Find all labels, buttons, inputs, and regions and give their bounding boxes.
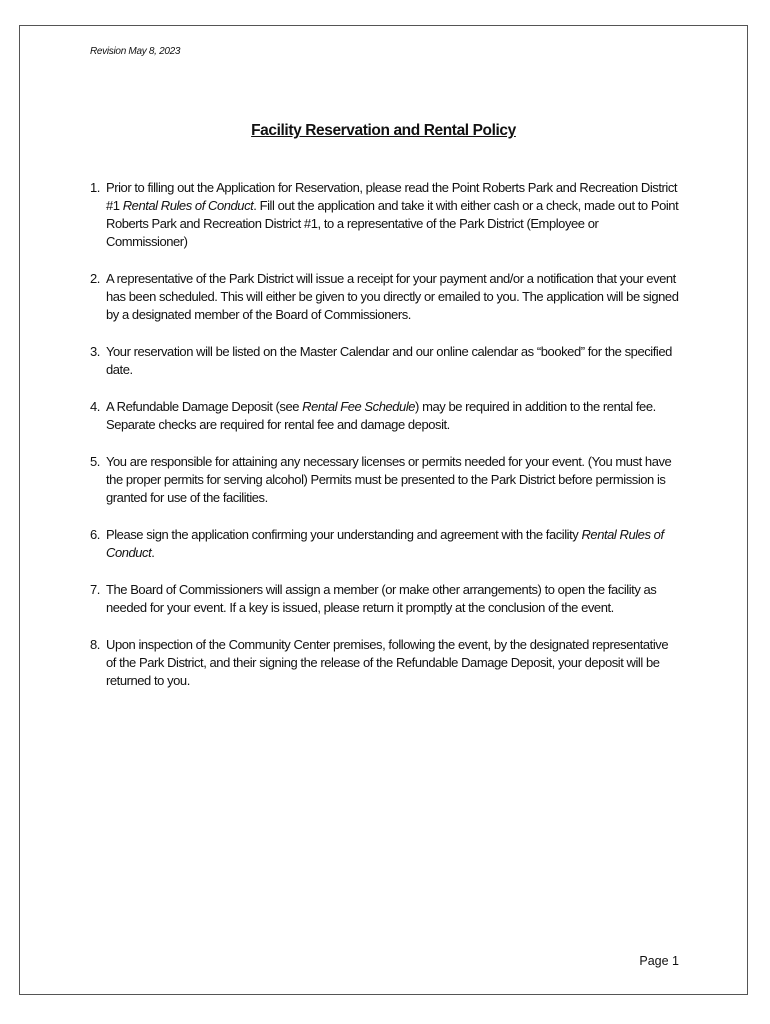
item-number: 4. <box>90 399 100 414</box>
item-text: You are responsible for attaining any necessary licenses or permits needed for your event. (You must have the proper permits for serving alcohol) Permits must be presented to the Park District before permission is granted for use of the facilities. <box>106 454 672 505</box>
page-number: Page 1 <box>639 954 679 968</box>
revision-date: Revision May 8, 2023 <box>90 46 181 57</box>
item-number: 3. <box>90 344 100 359</box>
policy-item <box>90 581 680 617</box>
policy-item <box>90 343 680 379</box>
item-text-tail: ) may be required in addition to the rental fee. Separate checks are required for rental fee and damage deposit. <box>106 399 656 432</box>
item-emphasis: Rental Rules of Conduct <box>122 198 254 213</box>
item-text: Upon inspection of the Community Center premises, following the event, by the designated representative of the Park District, and their signing the release of the Refundable Damage Deposit, your deposit will be returned to you. <box>106 637 669 688</box>
policy-item <box>90 636 680 690</box>
policy-item <box>90 270 680 324</box>
document-page <box>19 25 748 995</box>
item-number: 7. <box>90 582 100 597</box>
item-text: Your reservation will be listed on the Master Calendar and our online calendar as “booked” for the specified date. <box>106 344 672 377</box>
item-text-tail: . Fill out the application and take it with either cash or a check, made out to Point Roberts Park and Recreation District #1, to a representative of the Park District (Employee or Commissioner) <box>106 198 679 249</box>
item-number: 5. <box>90 454 100 469</box>
item-text: The Board of Commissioners will assign a member (or make other arrangements) to open the facility as needed for your event. If a key is issued, please return it promptly at the conclusion of the event. <box>106 582 657 615</box>
policy-list <box>90 179 680 709</box>
item-emphasis: Rental Fee Schedule <box>302 399 416 414</box>
page-title: Facility Reservation and Rental Policy <box>251 122 516 139</box>
policy-item <box>90 453 680 507</box>
item-text-tail: . <box>151 545 155 560</box>
item-number: 1. <box>90 180 100 195</box>
item-text: A Refundable Damage Deposit (see <box>106 399 303 414</box>
policy-item <box>90 526 680 562</box>
item-number: 8. <box>90 637 100 652</box>
item-number: 6. <box>90 527 100 542</box>
item-text: A representative of the Park District will issue a receipt for your payment and/or a notification that your event has been scheduled. This will either be given to you directly or emailed to you. The application will be signed by a designated member of the Board of Commissioners. <box>106 271 679 322</box>
item-text: Please sign the application confirming your understanding and agreement with the facility <box>106 527 582 542</box>
policy-item <box>90 398 680 434</box>
policy-item <box>90 179 680 251</box>
item-text: Prior to filling out the Application for Reservation, please read the Point Roberts Park and Recreation District #1 <box>106 180 678 213</box>
item-emphasis: Rental Rules of Conduct <box>106 527 664 560</box>
item-number: 2. <box>90 271 100 286</box>
